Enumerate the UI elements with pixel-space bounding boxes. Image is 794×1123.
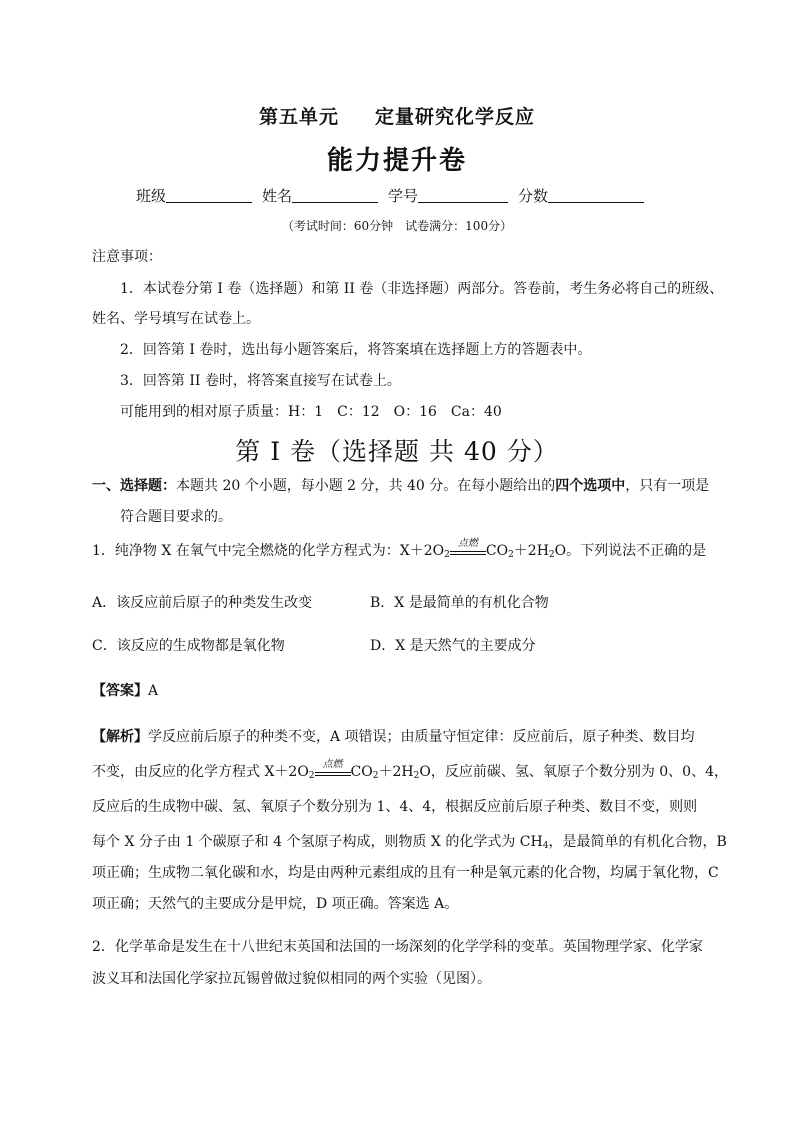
part-one-text-b: ，只有一项是: [625, 478, 710, 494]
notes-heading: 注意事项：: [92, 249, 162, 265]
q1-analysis-line-5: 项正确；生成物二氧化碳和水，均是由两种元素组成的且有一种是氧元素的化合物，均属于氧化物，C: [92, 865, 719, 881]
id-blank: [418, 188, 508, 203]
atomic-mass-note: 可能用到的相对原子质量：H：1 C：12 O：16 Ca：40: [120, 404, 502, 420]
q1-option-b: B．X 是最简单的有机化合物: [370, 595, 549, 611]
part-one-text-a: 本题共 20 个小题，每小题 2 分，共 40 分。在每小题给出的: [176, 478, 556, 494]
reaction-condition: 点燃: [322, 759, 343, 770]
student-info-row: [136, 185, 696, 206]
part-one-instruction-line-2: 符合题目要求的。: [120, 509, 232, 525]
class-blank: [166, 188, 252, 203]
q1-stem-suffix: O。下列说法不正确的是: [554, 543, 707, 559]
exam-time-note: （考试时间：60分钟 试卷满分：100分）: [281, 219, 513, 233]
part-one-instruction-line-1: [92, 476, 709, 496]
answer-value: A: [148, 683, 159, 699]
note-item-1-line-2: 姓名、学号填写在试卷上。: [92, 311, 260, 327]
q1-option-c: C．该反应的生成物都是氧化物: [92, 638, 285, 654]
reaction-condition: 点燃: [457, 538, 478, 549]
question-2-line-2: 波义耳和法国化学家拉瓦锡曾做过貌似相同的两个实验（见图）。: [92, 971, 491, 987]
analysis-label: 【解析】: [92, 729, 148, 745]
note-item-3: 3．回答第 II 卷时，将答案直接写在试卷上。: [120, 373, 401, 389]
class-label: 班级: [136, 187, 167, 205]
analysis-ch4-subscript: 4: [542, 841, 549, 851]
analysis-2-prefix: 不变，由反应的化学方程式 X＋2O: [92, 764, 309, 780]
part-one-label: 一、选择题：: [92, 478, 176, 494]
score-label: 分数: [518, 187, 549, 205]
q1-option-a: A．该反应前后原子的种类发生改变: [92, 595, 313, 611]
analysis-product: CO: [350, 764, 373, 780]
score-blank: [548, 188, 644, 203]
page-title: 能力提升卷: [326, 146, 467, 176]
q1-water: ＋2H: [513, 543, 549, 559]
q1-product: CO: [485, 543, 509, 559]
note-item-1-line-1: 1．本试卷分第 I 卷（选择题）和第 II 卷（非选择题）两部分。答卷前，考生务必将自己的班级、: [120, 281, 724, 297]
analysis-text-1: 学反应前后原子的种类不变，A 项错误；由质量守恒定律：反应前后，原子种类、数目均: [148, 729, 695, 745]
analysis-o2-subscript: 2: [308, 771, 315, 781]
q1-analysis-line-6: 项正确；天然气的主要成分是甲烷，D 项正确。答案选 A。: [92, 896, 459, 912]
note-item-2: 2．回答第 I 卷时，选出每小题答案后，将答案填在选择题上方的答题表中。: [120, 342, 592, 358]
unit-number: 第五单元: [258, 106, 339, 128]
q1-answer: [92, 681, 158, 701]
question-1-stem: [92, 538, 707, 561]
reaction-arrow: [450, 538, 486, 558]
name-label: 姓名: [262, 187, 293, 205]
analysis-h2o-subscript: 2: [413, 771, 420, 781]
reaction-arrow: [315, 759, 351, 779]
q1-co2-subscript: 2: [508, 550, 514, 560]
unit-title: [0, 102, 794, 129]
analysis-co2-subscript: 2: [372, 771, 379, 781]
analysis-water: ＋2H: [378, 764, 414, 780]
q1-option-d: D．X 是天然气的主要成分: [370, 638, 536, 654]
q1-analysis-line-1: [92, 727, 695, 747]
analysis-4-suffix: ，是最简单的有机化合物，B: [548, 834, 727, 850]
q1-analysis-line-2: [92, 759, 728, 782]
question-2-line-1: 2．化学革命是发生在十八世纪末英国和法国的一场深刻的化学学科的变革。英国物理学家、化学家: [92, 939, 703, 955]
section-title: 第 I 卷（选择题 共 40 分）: [235, 437, 559, 466]
q1-stem-prefix: 1．纯净物 X 在氧气中完全燃烧的化学方程式为：X＋2O: [92, 543, 445, 559]
q1-o2-subscript: 2: [444, 550, 450, 560]
answer-label: 【答案】: [92, 683, 148, 699]
id-label: 学号: [388, 187, 419, 205]
q1-analysis-line-4: [92, 832, 727, 852]
q1-analysis-line-3: 反应后的生成物中碳、氢、氧原子个数分别为 1、4、4，根据反应前后原子种类、数目不变，则则: [92, 799, 698, 815]
q1-h2o-subscript: 2: [548, 550, 555, 560]
analysis-2-suffix: O，反应前碳、氢、氧原子个数分别为 0、0、4，: [419, 764, 728, 780]
name-blank: [292, 188, 378, 203]
unit-topic: 定量研究化学反应: [375, 106, 536, 128]
part-one-emphasis: 四个选项中: [555, 478, 626, 494]
analysis-4-prefix: 每个 X 分子由 1 个碳原子和 4 个氢原子构成，则物质 X 的化学式为 CH: [92, 834, 543, 850]
